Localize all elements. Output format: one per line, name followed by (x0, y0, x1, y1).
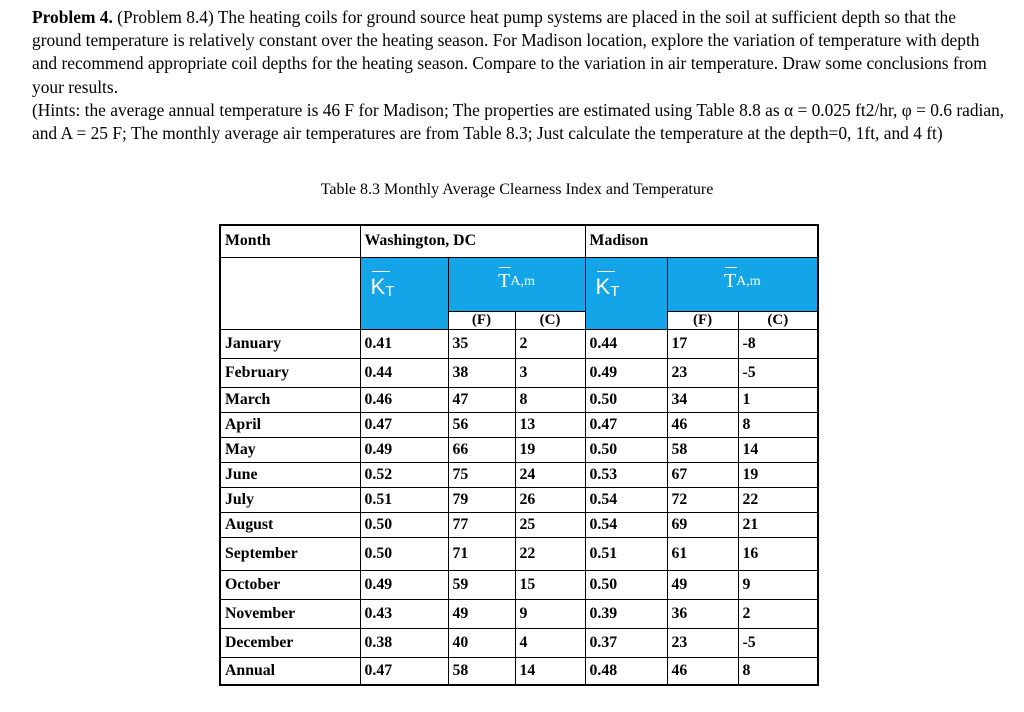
dc-temp-c-cell: 3 (515, 358, 585, 387)
dc-temp-f-cell: 58 (448, 657, 515, 685)
madison-temp-c-cell: 21 (738, 512, 818, 537)
header-month: Month (220, 225, 360, 257)
problem-statement (32, 6, 1007, 145)
madison-temp-c-cell: -5 (738, 628, 818, 657)
dc-kt-cell: 0.43 (360, 599, 448, 628)
problem-hints: (Hints: the average annual temperature is 46 F for Madison; The properties are estimated using Table 8.8 as α = 0.025 ft2/hr, φ = 0.6 radian, and A = 25 F; The monthly average air temperatures are from Table 8.3; Just calculate the temperature at the depth=0, 1ft, and 4 ft) (32, 99, 1005, 144)
dc-kt-cell: 0.50 (360, 512, 448, 537)
dc-kt-cell: 0.38 (360, 628, 448, 657)
madison-temp-c-cell: 14 (738, 437, 818, 462)
table-row (220, 437, 818, 462)
table-row (220, 657, 818, 685)
dc-temp-f-cell: 38 (448, 358, 515, 387)
madison-temp-f-cell: 58 (667, 437, 738, 462)
madison-kt-cell: 0.54 (585, 512, 667, 537)
table-row (220, 462, 818, 487)
dc-temp-f-cell: 56 (448, 412, 515, 437)
madison-temp-f-cell: 61 (667, 537, 738, 570)
madison-temp-c-cell: 1 (738, 387, 818, 412)
month-cell: August (220, 512, 360, 537)
madison-kt-cell: 0.44 (585, 329, 667, 358)
madison-temp-f-cell: 17 (667, 329, 738, 358)
dc-temp-c-cell: 13 (515, 412, 585, 437)
dc-temp-f-cell: 75 (448, 462, 515, 487)
header-washington: Washington, DC (360, 225, 585, 257)
dc-temp-f-cell: 79 (448, 487, 515, 512)
dc-temp-c-cell: 15 (515, 570, 585, 599)
madison-temp-f-cell: 49 (667, 570, 738, 599)
madison-temp-f-cell: 72 (667, 487, 738, 512)
unit-c-dc: (C) (515, 311, 585, 329)
month-cell: February (220, 358, 360, 387)
dc-kt-cell: 0.49 (360, 437, 448, 462)
month-cell: July (220, 487, 360, 512)
table-caption: Table 8.3 Monthly Average Clearness Index and Temperature (320, 181, 714, 198)
madison-temp-c-cell: 9 (738, 570, 818, 599)
madison-kt-cell: 0.50 (585, 570, 667, 599)
madison-temp-f-cell: 67 (667, 462, 738, 487)
dc-kt-cell: 0.46 (360, 387, 448, 412)
dc-kt-cell: 0.47 (360, 412, 448, 437)
table-row (220, 628, 818, 657)
month-cell: Annual (220, 657, 360, 685)
dc-temp-f-cell: 71 (448, 537, 515, 570)
header-blank-cell (220, 257, 360, 329)
dc-temp-f-cell: 77 (448, 512, 515, 537)
header-row (220, 225, 818, 257)
dc-temp-c-cell: 4 (515, 628, 585, 657)
table-row (220, 412, 818, 437)
dc-temp-c-cell: 14 (515, 657, 585, 685)
dc-temp-c-cell: 9 (515, 599, 585, 628)
month-cell: January (220, 329, 360, 358)
table-row (220, 570, 818, 599)
madison-temp-c-cell: 22 (738, 487, 818, 512)
unit-f-madison: (F) (667, 311, 738, 329)
dc-temp-f-cell: 49 (448, 599, 515, 628)
table-row (220, 599, 818, 628)
madison-kt-cell: 0.49 (585, 358, 667, 387)
temperature-table (219, 224, 819, 686)
dc-temp-c-cell: 8 (515, 387, 585, 412)
table-row (220, 487, 818, 512)
madison-kt-cell: 0.37 (585, 628, 667, 657)
problem-paragraph (32, 6, 1007, 99)
ta-symbol-madison: $T_{A,m}$ (667, 257, 818, 311)
table-row (220, 358, 818, 387)
dc-temp-c-cell: 22 (515, 537, 585, 570)
madison-temp-c-cell: 19 (738, 462, 818, 487)
dc-kt-cell: 0.44 (360, 358, 448, 387)
madison-temp-c-cell: 8 (738, 412, 818, 437)
madison-kt-cell: 0.51 (585, 537, 667, 570)
table-row (220, 329, 818, 358)
month-cell: October (220, 570, 360, 599)
madison-kt-cell: 0.47 (585, 412, 667, 437)
dc-temp-c-cell: 26 (515, 487, 585, 512)
madison-temp-f-cell: 23 (667, 358, 738, 387)
madison-temp-c-cell: 2 (738, 599, 818, 628)
dc-temp-c-cell: 19 (515, 437, 585, 462)
dc-temp-f-cell: 40 (448, 628, 515, 657)
month-cell: December (220, 628, 360, 657)
dc-temp-c-cell: 24 (515, 462, 585, 487)
madison-temp-f-cell: 36 (667, 599, 738, 628)
dc-kt-cell: 0.47 (360, 657, 448, 685)
table-row (220, 537, 818, 570)
madison-kt-cell: 0.54 (585, 487, 667, 512)
madison-kt-cell: 0.53 (585, 462, 667, 487)
madison-temp-c-cell: -8 (738, 329, 818, 358)
dc-kt-cell: 0.52 (360, 462, 448, 487)
dc-temp-c-cell: 2 (515, 329, 585, 358)
madison-temp-c-cell: 16 (738, 537, 818, 570)
symbol-row (220, 257, 818, 311)
madison-kt-cell: 0.50 (585, 437, 667, 462)
madison-temp-f-cell: 69 (667, 512, 738, 537)
dc-kt-cell: 0.41 (360, 329, 448, 358)
month-cell: September (220, 537, 360, 570)
madison-temp-f-cell: 46 (667, 412, 738, 437)
ta-symbol-dc: $T_{A,m}$ (448, 257, 585, 311)
unit-c-madison: (C) (738, 311, 818, 329)
madison-temp-c-cell: 8 (738, 657, 818, 685)
kt-symbol-madison: $K_T$ (585, 257, 667, 329)
madison-kt-cell: 0.39 (585, 599, 667, 628)
month-cell: June (220, 462, 360, 487)
table-row (220, 387, 818, 412)
dc-kt-cell: 0.50 (360, 537, 448, 570)
madison-kt-cell: 0.48 (585, 657, 667, 685)
month-cell: April (220, 412, 360, 437)
dc-temp-f-cell: 59 (448, 570, 515, 599)
month-cell: March (220, 387, 360, 412)
madison-kt-cell: 0.50 (585, 387, 667, 412)
problem-text: (Problem 8.4) The heating coils for ground source heat pump systems are placed in the soil at sufficient depth so that the ground temperature is relatively constant over the heating season. For Madison location, explore the variation of temperature with depth and recommend appropriate coil depths for the heating season. Compare to the variation in air temperature. Draw some conclusions from your results. (32, 7, 987, 97)
madison-temp-f-cell: 34 (667, 387, 738, 412)
kt-symbol-dc: $K_T$ (360, 257, 448, 329)
dc-temp-f-cell: 35 (448, 329, 515, 358)
madison-temp-f-cell: 23 (667, 628, 738, 657)
madison-temp-f-cell: 46 (667, 657, 738, 685)
problem-label: Problem 4. (32, 7, 113, 27)
month-cell: May (220, 437, 360, 462)
month-cell: November (220, 599, 360, 628)
dc-temp-f-cell: 66 (448, 437, 515, 462)
madison-temp-c-cell: -5 (738, 358, 818, 387)
table-row (220, 512, 818, 537)
dc-kt-cell: 0.49 (360, 570, 448, 599)
dc-temp-c-cell: 25 (515, 512, 585, 537)
header-madison: Madison (585, 225, 818, 257)
dc-temp-f-cell: 47 (448, 387, 515, 412)
dc-kt-cell: 0.51 (360, 487, 448, 512)
unit-f-dc: (F) (448, 311, 515, 329)
